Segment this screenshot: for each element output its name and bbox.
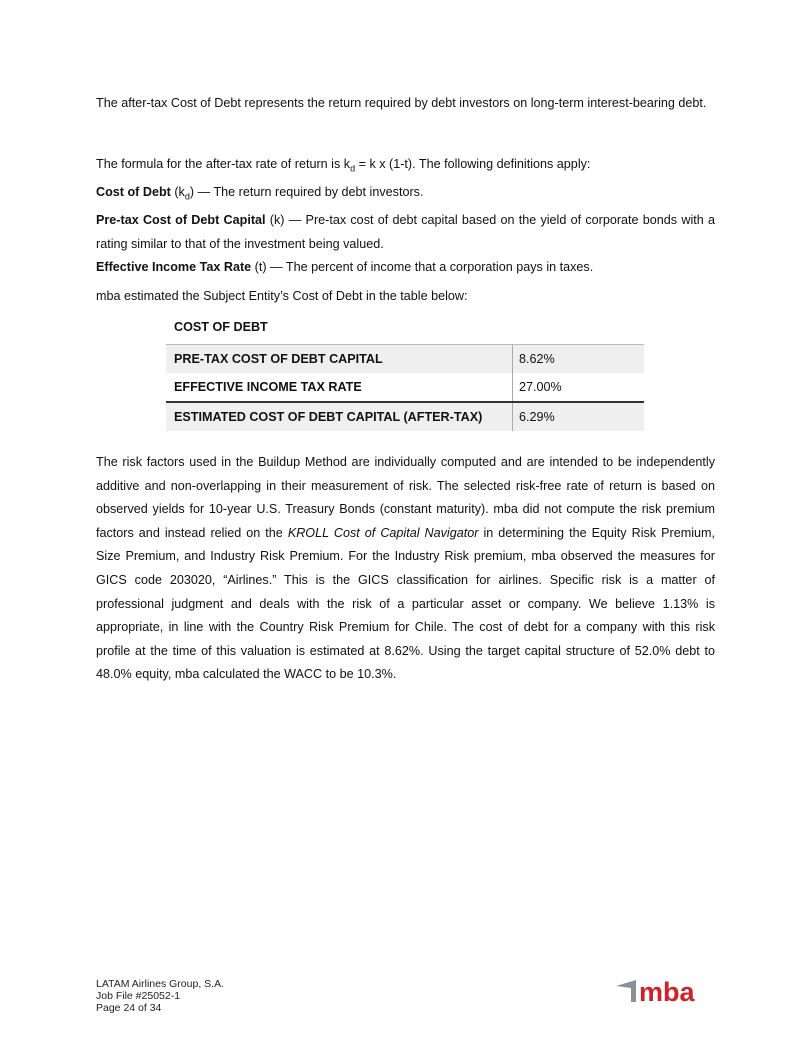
symbol: (t)	[251, 260, 267, 275]
mba-logo	[614, 976, 706, 1009]
cost-of-debt-table	[166, 316, 644, 431]
risk-factors-paragraph	[96, 451, 715, 687]
footer-page-number: Page 24 of 34	[96, 1002, 162, 1014]
footer-job: Job File #25052-1	[96, 990, 181, 1002]
table-intro: mba estimated the Subject Entity’s Cost of Debt in the table below:	[96, 289, 468, 303]
kroll-reference: KROLL Cost of Capital Navigator	[287, 525, 479, 540]
symbol: (k)	[265, 213, 285, 228]
formula-text-2: = k x (1-t). The following definitions apply:	[355, 157, 591, 171]
term: Effective Income Tax Rate	[96, 260, 252, 275]
formula-sub: d	[350, 163, 356, 174]
row-value: 27.00%	[519, 380, 562, 394]
table-title: COST OF DEBT	[174, 320, 268, 334]
definition-text: — Pre-tax cost of debt capital based on the yield of corporate bonds with a rating similar to that of the investment being valued.	[96, 213, 715, 251]
symbol-close: )	[189, 185, 195, 199]
table-row	[166, 344, 644, 373]
table-row-total	[166, 401, 644, 431]
definition-tax-rate	[96, 256, 715, 280]
para-text: The risk factors used in the Buildup Method are individually computed and are intended to be independently additive and non-overlapping in their measurement of risk. The selected risk-free rate of return is based on observed yields for 10-year U.S. Treasury Bonds (constant maturity). mba did not compute the risk premium factors and instead relied on the	[96, 455, 715, 540]
row-label: PRE-TAX COST OF DEBT CAPITAL	[166, 345, 513, 373]
intro-paragraph: The after-tax Cost of Debt represents the return required by debt investors on long-term interest-bearing debt.	[96, 96, 707, 110]
formula-paragraph	[96, 153, 715, 181]
symbol-sub: d	[184, 191, 190, 202]
row-label: EFFECTIVE INCOME TAX RATE	[166, 373, 513, 401]
footer-company: LATAM Airlines Group, S.A.	[96, 978, 224, 990]
row-label: ESTIMATED COST OF DEBT CAPITAL (AFTER-TAX)	[166, 403, 513, 431]
definition-text: — The return required by debt investors.	[194, 185, 424, 199]
definition-cost-of-debt	[96, 181, 715, 209]
para-text-2: in determining the Equity Risk Premium, Size Premium, and Industry Risk Premium. For the Industry Risk premium, mba observed the measures for GICS code 203020, “Airlines.” This is the GICS classification for airlines. Specific risk is a matter of professional judgment and deals with the risk of a particular asset or company. We believe 1.13% is appropriate, in line with the Country Risk Premium for Chile. The cost of debt for a company with this risk profile at the time of this valuation is estimated at 8.62%. Using the target capital structure of 52.0% debt to 48.0% equity, mba calculated the WACC to be 10.3%.	[96, 525, 715, 682]
symbol: (k	[170, 185, 185, 199]
definition-text: — The percent of income that a corporation pays in taxes.	[266, 260, 594, 275]
row-value: 6.29%	[519, 410, 555, 424]
svg-text:mba: mba	[639, 977, 695, 1006]
definition-pretax	[96, 209, 715, 256]
term: Cost of Debt	[96, 185, 171, 199]
definitions	[96, 181, 715, 280]
term: Pre-tax Cost of Debt Capital	[96, 213, 266, 228]
table-row	[166, 373, 644, 401]
footer	[96, 978, 224, 1014]
row-value: 8.62%	[519, 352, 555, 366]
formula-text: The formula for the after-tax rate of return is k	[96, 157, 351, 171]
